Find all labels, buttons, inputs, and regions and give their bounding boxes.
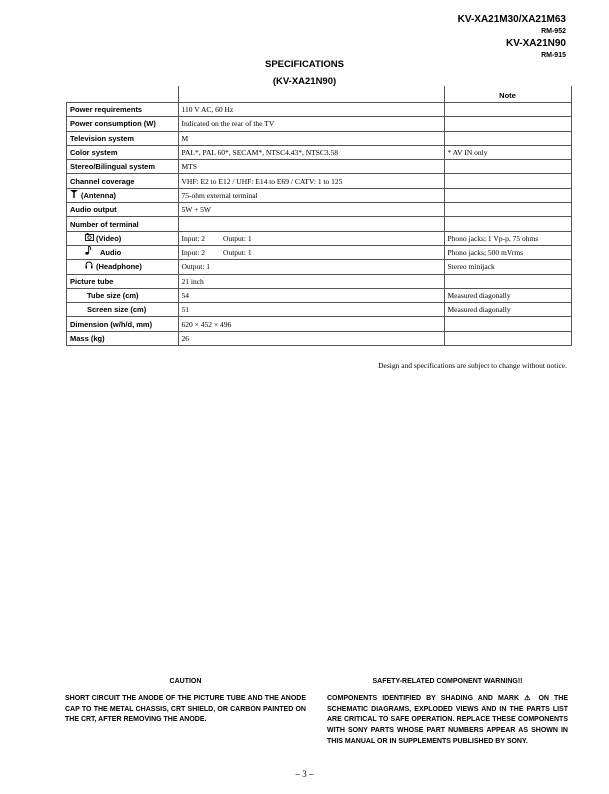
model-number-primary: KV-XA21M30/XA21M63: [457, 14, 566, 25]
antenna-icon: [70, 189, 81, 202]
safety-text-part2: ON THE SCHEMATIC DIAGRAMS, EXPLODED VIEWS AND IN THE PARTS LIST ARE CRITICAL TO SAFE OPERATION. REPLACE THESE COMPONENTS WITH SONY PARTS WHOSE PART NUMBERS APPEAR AS SHOWN IN THIS MANUAL OR IN SUPPLEMENTS PUBLISHED BY SONY.: [327, 694, 569, 745]
spec-note: [444, 174, 571, 188]
spec-value: Indicated on the rear of the TV: [178, 117, 444, 131]
spec-value: 21 inch: [178, 274, 444, 288]
spec-value-input: Input: 2: [181, 248, 206, 258]
spec-note: [444, 131, 571, 145]
table-row: [67, 288, 572, 302]
table-row: [67, 103, 572, 117]
spec-label-audio: [67, 245, 179, 259]
spec-label: Power requirements: [67, 103, 179, 117]
spec-note: [444, 103, 571, 117]
table-row: [67, 117, 572, 131]
caution-section: [65, 677, 306, 726]
spec-label: Number of terminal: [67, 217, 179, 231]
table-row: [67, 145, 572, 159]
spec-value: 5W + 5W: [178, 203, 444, 217]
spec-label: Channel coverage: [67, 174, 179, 188]
specifications-table: [66, 86, 572, 346]
spec-value: 54: [178, 288, 444, 302]
table-row: [67, 245, 572, 259]
header-blank-cell: [67, 86, 179, 103]
table-row: [67, 274, 572, 288]
spec-label-headphone: [67, 260, 179, 274]
spec-note: [444, 117, 571, 131]
spec-label-video: [67, 231, 179, 245]
spec-label: Dimension (w/h/d, mm): [67, 317, 179, 331]
safety-warning-section: [327, 677, 568, 748]
spec-value: Output: 1: [178, 260, 444, 274]
spec-note: [444, 331, 571, 345]
table-row: [67, 203, 572, 217]
page-subtitle: (KV-XA21N90): [272, 76, 337, 87]
spec-value-output: Output: 1: [223, 248, 252, 258]
spec-value: [178, 217, 444, 231]
spec-label: Audio output: [67, 203, 179, 217]
spec-value: 620 × 452 × 496: [178, 317, 444, 331]
table-row: [67, 303, 572, 317]
spec-value: 75-ohm external terminal: [178, 188, 444, 202]
audio-icon: [85, 246, 96, 259]
spec-value: 51: [178, 303, 444, 317]
spec-value: MTS: [178, 160, 444, 174]
spec-label: Screen size (cm): [67, 303, 179, 317]
table-row: [67, 331, 572, 345]
spec-value: VHF: E2 to E12 / UHF: E14 to E69 / CATV: 1 to 125: [178, 174, 444, 188]
remote-model-primary: RM-952: [541, 28, 566, 35]
spec-label-text: (Antenna): [81, 190, 116, 200]
spec-label: Tube size (cm): [67, 288, 179, 302]
table-row: [67, 174, 572, 188]
table-row: [67, 217, 572, 231]
spec-label: Mass (kg): [67, 331, 179, 345]
spec-label-text: (Video): [96, 233, 122, 243]
spec-label-text: (Headphone): [96, 262, 142, 272]
page-title: SPECIFICATIONS: [265, 59, 344, 70]
spec-value: PAL*, PAL 60*, SECAM*, NTSC4.43*, NTSC3.58: [178, 145, 444, 159]
spec-note: [444, 274, 571, 288]
spec-label: Stereo/Bilingual system: [67, 160, 179, 174]
spec-value: [178, 231, 444, 245]
spec-value: 26: [178, 331, 444, 345]
safety-warning-heading: SAFETY-RELATED COMPONENT WARNING!!: [372, 678, 523, 685]
note-column-header: Note: [444, 86, 571, 103]
spec-note: Phono jacks; 1 Vp-p, 75 ohms: [444, 231, 571, 245]
warning-triangle-icon: ⚠: [524, 694, 534, 702]
spec-note: [444, 217, 571, 231]
spec-label: Television system: [67, 131, 179, 145]
remote-model-secondary: RM-915: [541, 52, 566, 59]
caution-heading: CAUTION: [169, 678, 202, 685]
video-icon: [85, 232, 96, 245]
spec-note: [444, 317, 571, 331]
spec-note: Stereo minijack: [444, 260, 571, 274]
header-blank-cell: [178, 86, 444, 103]
spec-note: [444, 188, 571, 202]
spec-value: M: [178, 131, 444, 145]
spec-label-text: Audio: [100, 248, 122, 258]
table-row: [67, 188, 572, 202]
spec-note: Measured diagonally: [444, 303, 571, 317]
table-row: [67, 231, 572, 245]
page-number: – 3 –: [295, 769, 314, 779]
table-row: [67, 317, 572, 331]
safety-text-part1: COMPONENTS IDENTIFIED BY SHADING AND MARK: [327, 694, 520, 702]
headphone-icon: [85, 260, 96, 273]
spec-note: Phono jacks; 500 mVrms: [444, 245, 571, 259]
table-row: [67, 260, 572, 274]
spec-note: * AV IN only: [444, 145, 571, 159]
table-header-row: [67, 86, 572, 103]
spec-label: Color system: [67, 145, 179, 159]
spec-label: Power consumption (W): [67, 117, 179, 131]
table-row: [67, 160, 572, 174]
spec-value-output: Output: 1: [223, 233, 252, 243]
model-number-secondary: KV-XA21N90: [505, 38, 566, 49]
disclaimer-text: Design and specifications are subject to change without notice.: [378, 361, 567, 370]
caution-text: SHORT CIRCUIT THE ANODE OF THE PICTURE TUBE AND THE ANODE CAP TO THE METAL CHASSIS, CRT SHIELD, OR CARBON PAINTED ON THE CRT, AFTER REMOVING THE ANODE.: [65, 694, 306, 724]
table-row: [67, 131, 572, 145]
spec-note: Measured diagonally: [444, 288, 571, 302]
spec-label: Picture tube: [67, 274, 179, 288]
spec-value: [178, 245, 444, 259]
spec-label-antenna: [67, 188, 179, 202]
spec-note: [444, 160, 571, 174]
spec-note: [444, 203, 571, 217]
safety-warning-text: [327, 694, 568, 748]
spec-value-input: Input: 2: [181, 233, 206, 243]
spec-value: 110 V AC, 60 Hz: [178, 103, 444, 117]
